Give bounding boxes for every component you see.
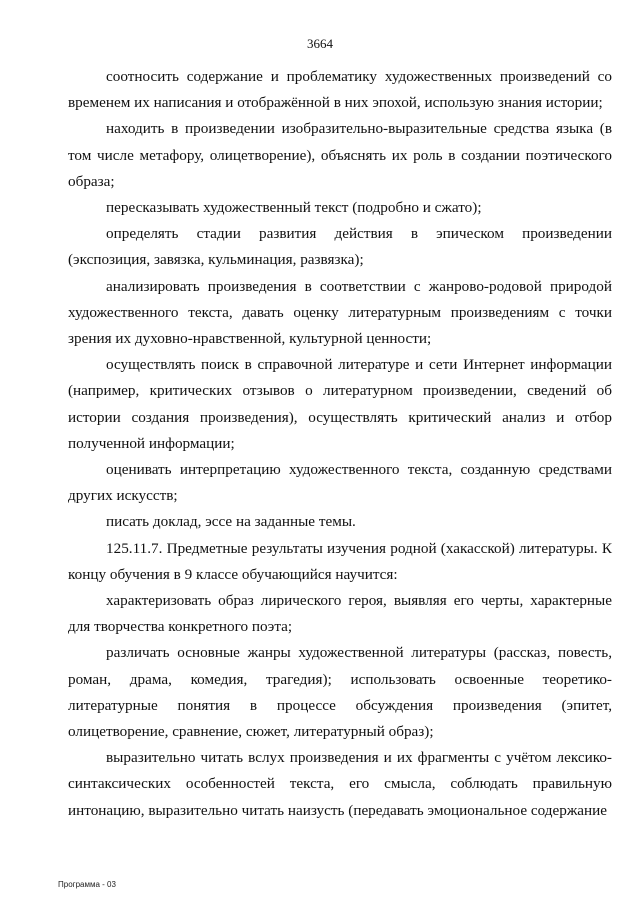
paragraph: анализировать произведения в соответствии с жанрово-родовой природой художественного текста, давать оценку литературным произведениям с точки зрения их духовно-нравственной, культурной ценности; <box>68 277 612 348</box>
document-body <box>68 64 612 824</box>
paragraph: писать доклад, эссе на заданные темы. <box>106 513 356 531</box>
paragraph: оценивать интерпретацию художественного текста, созданную средствами других искусств; <box>68 461 612 505</box>
paragraph: выразительно читать вслух произведения и их фрагменты с учётом лексико-синтаксических особенностей текста, его смысла, соблюдать правильную интонацию, выразительно читать наизусть (передавать эмоциональное содержание <box>68 749 612 819</box>
footer-label: Программа - 03 <box>58 880 116 889</box>
paragraph: находить в произведении изобразительно-выразительные средства языка (в том числе метафору, олицетворение), объяснять их роль в создании поэтического образа; <box>68 120 612 190</box>
paragraph: характеризовать образ лирического героя, выявляя его черты, характерные для творчества конкретного поэта; <box>68 592 612 636</box>
paragraph: пересказывать художественный текст (подробно и сжато); <box>106 199 482 217</box>
paragraph: соотносить содержание и проблематику художественных произведений со временем их написания и отображённой в них эпохой, использую знания истории; <box>68 68 612 112</box>
paragraph: осуществлять поиск в справочной литературе и сети Интернет информации (например, критических отзывов о литературном произведении, сведений об истории создания произведения), осуществлять критический анализ и отбор полученной информации; <box>68 356 612 452</box>
page-number: 3664 <box>307 36 333 51</box>
section-heading-paragraph: 125.11.7. Предметные результаты изучения родной (хакасской) литературы. К концу обучения в 9 классе обучающийся научится: <box>68 539 612 583</box>
paragraph: определять стадии развития действия в эпическом произведении (экспозиция, завязка, кульминация, развязка); <box>68 225 612 269</box>
paragraph: различать основные жанры художественной литературы (рассказ, повесть, роман, драма, комедия, трагедия); использовать освоенные теоретико-литературные понятия в процессе обсуждения произведения (эпитет, олицетворение, сравнение, сюжет, литературный образ); <box>68 644 612 741</box>
